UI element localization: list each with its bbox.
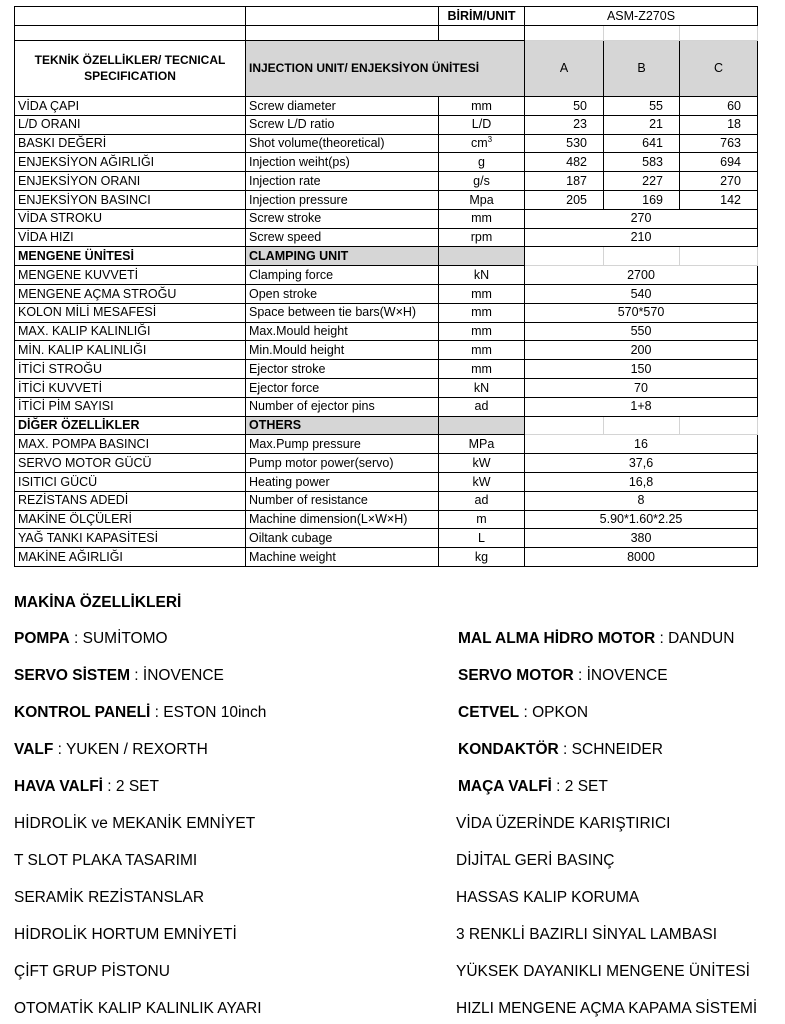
spec-name-en: Shot volume(theoretical) — [246, 134, 439, 153]
feature-value: : 2 SET — [102, 778, 159, 795]
feature-item — [14, 778, 159, 796]
spec-name-tr: MAKİNE AĞIRLIĞI — [15, 548, 246, 567]
feature-value: HIZLI MENGENE AÇMA KAPAMA SİSTEMİ — [456, 1000, 758, 1017]
spec-value: 583 — [604, 153, 680, 172]
table-row — [15, 172, 758, 191]
header-blank — [439, 26, 525, 41]
variant-b: B — [604, 41, 680, 97]
tech-spec-header: TEKNİK ÖZELLİKLER/ TECNICAL SPECIFICATION — [15, 41, 246, 97]
section-blank — [525, 416, 604, 435]
section-blank — [680, 247, 758, 266]
spec-unit: kN — [439, 378, 525, 397]
spec-unit: kg — [439, 548, 525, 567]
spec-value: 570*570 — [525, 303, 758, 322]
spec-unit: kN — [439, 266, 525, 285]
feature-value: : İNOVENCE — [130, 667, 224, 684]
section-title-tr: MENGENE ÜNİTESİ — [15, 247, 246, 266]
feature-value: ÇİFT GRUP PİSTONU — [14, 963, 170, 980]
feature-item — [458, 741, 663, 759]
spec-name-tr: VİDA ÇAPI — [15, 97, 246, 116]
spec-value: 550 — [525, 322, 758, 341]
spec-unit: g/s — [439, 172, 525, 191]
spec-value: 50 — [525, 97, 604, 116]
feature-value: : YUKEN / REXORTH — [53, 741, 208, 758]
feature-key: VALF — [14, 741, 54, 758]
spec-unit: ad — [439, 397, 525, 416]
table-row — [15, 435, 758, 454]
feature-value: VİDA ÜZERİNDE KARIŞTIRICI — [456, 815, 671, 832]
section-blank — [604, 416, 680, 435]
table-row — [15, 134, 758, 153]
spec-unit: Mpa — [439, 190, 525, 209]
section-row — [15, 247, 758, 266]
spec-value: 200 — [525, 341, 758, 360]
spec-name-tr: İTİCİ PİM SAYISI — [15, 397, 246, 416]
header-blank — [15, 7, 246, 26]
table-row — [15, 529, 758, 548]
table-row — [15, 266, 758, 285]
feature-item — [458, 630, 734, 648]
feature-value: : ESTON 10inch — [150, 704, 267, 721]
spec-name-tr: ISITICI GÜCÜ — [15, 472, 246, 491]
feature-value: 3 RENKLİ BAZIRLI SİNYAL LAMBASI — [456, 926, 718, 943]
spec-name-tr: MAKİNE ÖLÇÜLERİ — [15, 510, 246, 529]
spec-value: 641 — [604, 134, 680, 153]
features-title: MAKİNA ÖZELLİKLERİ — [14, 594, 182, 611]
table-row — [15, 454, 758, 473]
spec-name-en: Number of resistance — [246, 491, 439, 510]
spec-unit: mm — [439, 284, 525, 303]
spec-value: 763 — [680, 134, 758, 153]
spec-value: 1+8 — [525, 397, 758, 416]
table-row — [15, 153, 758, 172]
spec-name-en: Min.Mould height — [246, 341, 439, 360]
spec-value: 210 — [525, 228, 758, 247]
spec-value: 21 — [604, 115, 680, 134]
table-row — [15, 228, 758, 247]
feature-key: SERVO SİSTEM — [14, 667, 130, 684]
feature-value: T SLOT PLAKA TASARIMI — [14, 852, 198, 869]
unit-header: BİRİM/UNIT — [439, 7, 525, 26]
feature-value: : SCHNEIDER — [558, 741, 663, 758]
spec-value: 2700 — [525, 266, 758, 285]
spec-value: 540 — [525, 284, 758, 303]
spec-value: 380 — [525, 529, 758, 548]
section-title-en: CLAMPING UNIT — [246, 247, 439, 266]
table-row — [15, 190, 758, 209]
spec-value: 23 — [525, 115, 604, 134]
spec-unit: ad — [439, 491, 525, 510]
spec-unit: MPa — [439, 435, 525, 454]
spec-name-tr: MAX. KALIP KALINLIĞI — [15, 322, 246, 341]
feature-item — [456, 926, 717, 944]
feature-item — [456, 963, 750, 981]
spec-name-en: Machine dimension(L×W×H) — [246, 510, 439, 529]
spec-value: 8000 — [525, 548, 758, 567]
table-row — [15, 303, 758, 322]
spec-value: 270 — [525, 209, 758, 228]
feature-item — [14, 1000, 262, 1018]
feature-item — [456, 889, 639, 907]
feature-item — [14, 704, 266, 722]
header-blank — [15, 26, 246, 41]
section-blank — [680, 416, 758, 435]
spec-unit: mm — [439, 97, 525, 116]
model-name: ASM-Z270S — [525, 7, 758, 26]
table-row — [15, 397, 758, 416]
table-row — [15, 341, 758, 360]
header-blank — [246, 26, 439, 41]
spec-unit: mm — [439, 303, 525, 322]
table-row — [15, 491, 758, 510]
feature-value: SERAMİK REZİSTANSLAR — [14, 889, 205, 906]
spec-name-en: Injection weiht(ps) — [246, 153, 439, 172]
spec-name-tr: REZİSTANS ADEDİ — [15, 491, 246, 510]
feature-key: MAÇA VALFİ — [458, 778, 552, 795]
spec-value: 16,8 — [525, 472, 758, 491]
spec-name-en: Ejector stroke — [246, 360, 439, 379]
table-row — [15, 97, 758, 116]
spec-value: 530 — [525, 134, 604, 153]
table-row — [15, 378, 758, 397]
spec-name-en: Max.Mould height — [246, 322, 439, 341]
spec-name-tr: İTİCİ STROĞU — [15, 360, 246, 379]
table-row — [15, 548, 758, 567]
table-row — [15, 472, 758, 491]
spec-unit: mm — [439, 341, 525, 360]
spec-unit: kW — [439, 472, 525, 491]
injection-unit-header: INJECTION UNIT/ ENJEKSİYON ÜNİTESİ — [246, 41, 525, 97]
spec-name-en: Screw L/D ratio — [246, 115, 439, 134]
spec-unit: mm — [439, 360, 525, 379]
spec-name-tr: MENGENE AÇMA STROĞU — [15, 284, 246, 303]
spec-value: 169 — [604, 190, 680, 209]
feature-item — [458, 667, 668, 685]
spec-name-en: Space between tie bars(W×H) — [246, 303, 439, 322]
feature-key: POMPA — [14, 630, 70, 647]
feature-value: : 2 SET — [551, 778, 608, 795]
spec-name-tr: VİDA HIZI — [15, 228, 246, 247]
spec-value: 5.90*1.60*2.25 — [525, 510, 758, 529]
section-blank — [604, 247, 680, 266]
feature-item — [14, 852, 197, 870]
spec-name-tr: YAĞ TANKI KAPASİTESİ — [15, 529, 246, 548]
spec-value: 18 — [680, 115, 758, 134]
table-row — [15, 510, 758, 529]
table-row — [15, 360, 758, 379]
spec-name-tr: MİN. KALIP KALINLIĞI — [15, 341, 246, 360]
spec-name-en: Ejector force — [246, 378, 439, 397]
feature-key: SERVO MOTOR — [458, 667, 574, 684]
spec-name-en: Number of ejector pins — [246, 397, 439, 416]
spec-table — [14, 6, 758, 567]
spec-name-en: Screw diameter — [246, 97, 439, 116]
variant-a: A — [525, 41, 604, 97]
section-row — [15, 416, 758, 435]
feature-item — [456, 815, 670, 833]
spec-value: 150 — [525, 360, 758, 379]
spec-unit — [439, 134, 525, 153]
feature-value: : OPKON — [519, 704, 589, 721]
spec-name-en: Clamping force — [246, 266, 439, 285]
spec-name-en: Max.Pump pressure — [246, 435, 439, 454]
spec-value: 205 — [525, 190, 604, 209]
section-title-tr: DİĞER ÖZELLİKLER — [15, 416, 246, 435]
feature-item — [14, 667, 224, 685]
feature-key: KONTROL PANELİ — [14, 704, 151, 721]
feature-value: HİDROLİK ve MEKANİK EMNİYET — [14, 815, 256, 832]
spec-unit: mm — [439, 209, 525, 228]
feature-value: YÜKSEK DAYANIKLI MENGENE ÜNİTESİ — [456, 963, 750, 980]
spec-name-en: Injection pressure — [246, 190, 439, 209]
spec-name-tr: ENJEKSİYON ORANI — [15, 172, 246, 191]
feature-value: : DANDUN — [655, 630, 735, 647]
table-row — [15, 209, 758, 228]
spec-name-tr: ENJEKSİYON BASINCI — [15, 190, 246, 209]
feature-key: KONDAKTÖR — [458, 741, 559, 758]
feature-value: : SUMİTOMO — [69, 630, 168, 647]
unit-superscript: 3 — [487, 135, 493, 145]
spec-name-en: Screw speed — [246, 228, 439, 247]
feature-item — [14, 630, 168, 648]
spec-name-en: Screw stroke — [246, 209, 439, 228]
header-blank — [680, 26, 758, 41]
section-title-en: OTHERS — [246, 416, 439, 435]
feature-key: CETVEL — [458, 704, 520, 721]
spec-name-tr: İTİCİ KUVVETİ — [15, 378, 246, 397]
feature-item — [456, 1000, 757, 1018]
spec-value: 8 — [525, 491, 758, 510]
feature-key: HAVA VALFİ — [14, 778, 103, 795]
feature-item — [458, 704, 588, 722]
spec-value: 227 — [604, 172, 680, 191]
spec-unit: mm — [439, 322, 525, 341]
feature-value: DİJİTAL GERİ BASINÇ — [456, 852, 615, 869]
feature-item — [14, 889, 204, 907]
spec-name-en: Oiltank cubage — [246, 529, 439, 548]
spec-name-en: Injection rate — [246, 172, 439, 191]
spec-name-tr: KOLON MİLİ MESAFESİ — [15, 303, 246, 322]
feature-item — [458, 778, 608, 796]
feature-value: HASSAS KALIP KORUMA — [456, 889, 640, 906]
spec-unit: kW — [439, 454, 525, 473]
section-blank — [439, 247, 525, 266]
spec-value: 694 — [680, 153, 758, 172]
spec-value: 187 — [525, 172, 604, 191]
section-blank — [439, 416, 525, 435]
spec-unit: L/D — [439, 115, 525, 134]
spec-name-tr: BASKI DEĞERİ — [15, 134, 246, 153]
feature-value: HİDROLİK HORTUM EMNİYETİ — [14, 926, 237, 943]
feature-value: OTOMATİK KALIP KALINLIK AYARI — [14, 1000, 262, 1017]
spec-value: 142 — [680, 190, 758, 209]
spec-name-tr: VİDA STROKU — [15, 209, 246, 228]
table-row — [15, 322, 758, 341]
feature-value: : İNOVENCE — [573, 667, 668, 684]
spec-value: 37,6 — [525, 454, 758, 473]
table-row — [15, 284, 758, 303]
feature-item — [14, 963, 170, 981]
feature-item — [14, 741, 208, 759]
spec-unit: m — [439, 510, 525, 529]
spec-name-en: Pump motor power(servo) — [246, 454, 439, 473]
header-blank — [246, 7, 439, 26]
spec-value: 16 — [525, 435, 758, 454]
spec-unit: L — [439, 529, 525, 548]
spec-unit: rpm — [439, 228, 525, 247]
variant-c: C — [680, 41, 758, 97]
spec-value: 70 — [525, 378, 758, 397]
feature-item — [14, 926, 237, 944]
header-blank — [525, 26, 604, 41]
spec-name-en: Machine weight — [246, 548, 439, 567]
feature-item — [456, 852, 614, 870]
spec-name-tr: MENGENE KUVVETİ — [15, 266, 246, 285]
section-blank — [525, 247, 604, 266]
spec-unit: g — [439, 153, 525, 172]
spec-value: 482 — [525, 153, 604, 172]
spec-name-en: Heating power — [246, 472, 439, 491]
spec-name-tr: MAX. POMPA BASINCI — [15, 435, 246, 454]
spec-name-tr: SERVO MOTOR GÜCÜ — [15, 454, 246, 473]
spec-name-tr: ENJEKSİYON AĞIRLIĞI — [15, 153, 246, 172]
spec-name-tr: L/D ORANI — [15, 115, 246, 134]
feature-item — [14, 815, 255, 833]
spec-value: 60 — [680, 97, 758, 116]
feature-key: MAL ALMA HİDRO MOTOR — [458, 630, 656, 647]
spec-value: 270 — [680, 172, 758, 191]
unit-base: cm — [470, 136, 488, 151]
header-blank — [604, 26, 680, 41]
table-row — [15, 115, 758, 134]
spec-value: 55 — [604, 97, 680, 116]
spec-name-en: Open stroke — [246, 284, 439, 303]
